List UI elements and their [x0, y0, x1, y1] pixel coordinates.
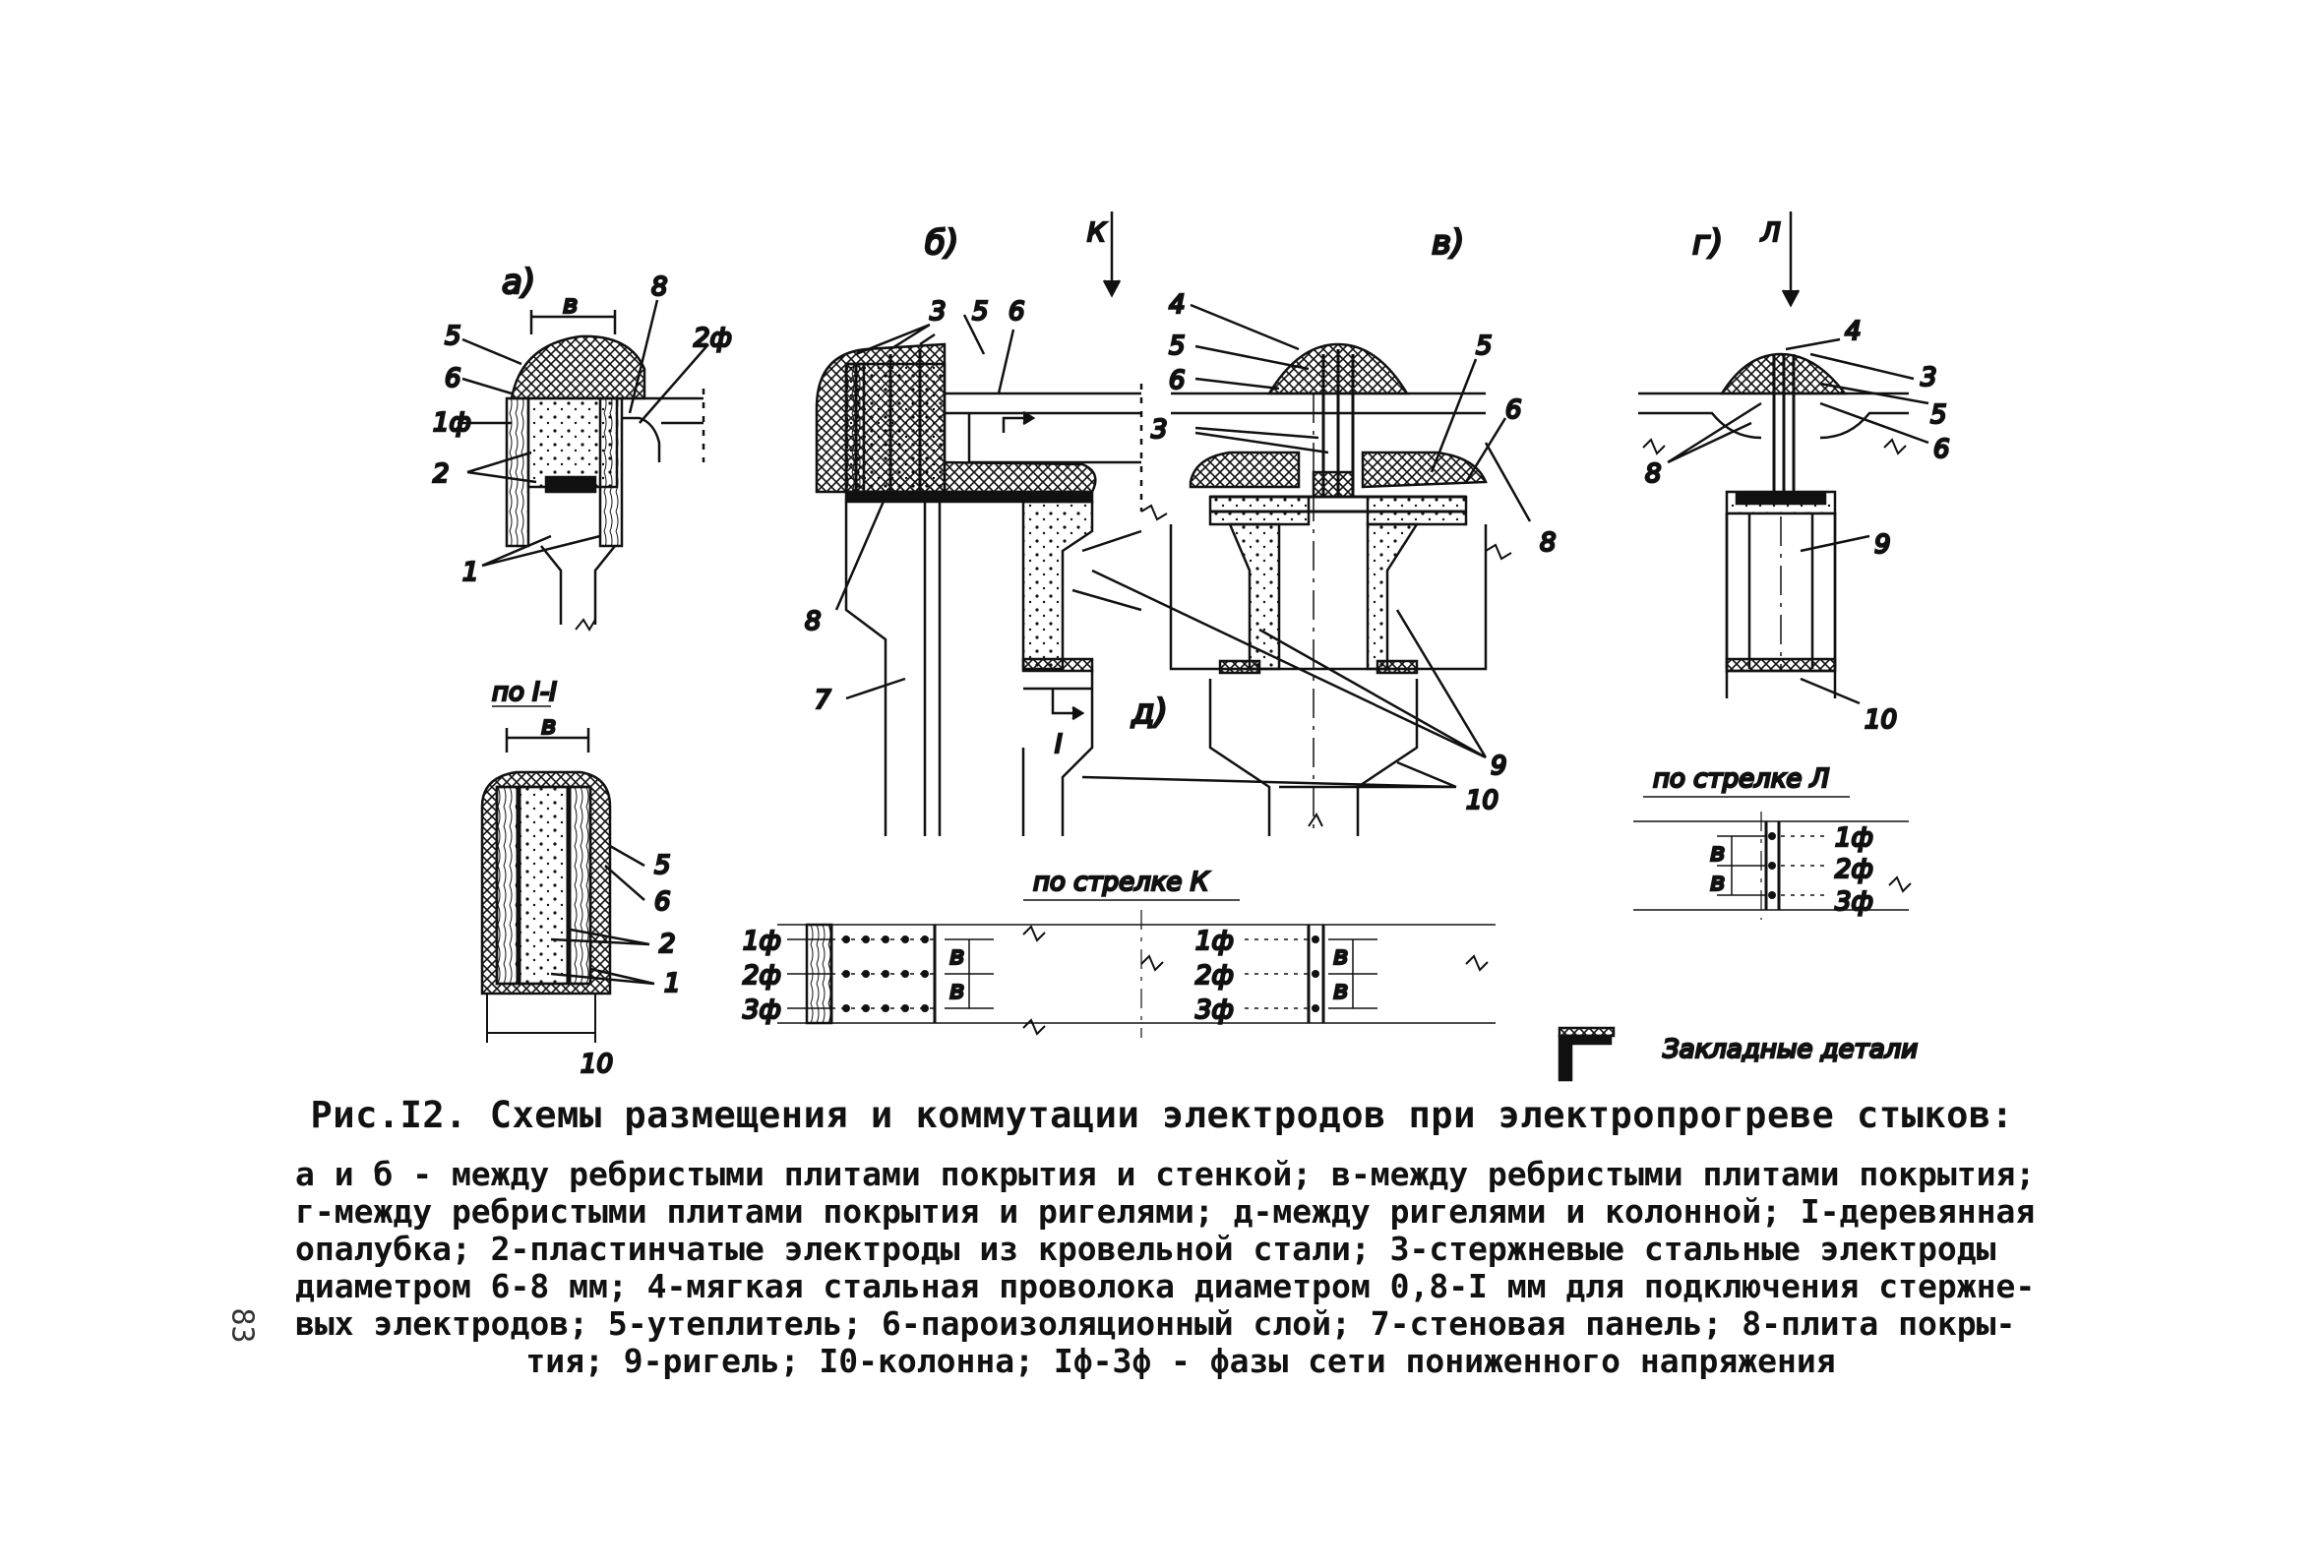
- section-title-arrow-L: по стрелке Л: [1653, 764, 1830, 794]
- callout-2-section: 2: [659, 930, 676, 959]
- callout-5-a: 5: [445, 322, 461, 351]
- embedded-part-symbol-icon: [1560, 1028, 1614, 1080]
- callout-10-g: 10: [1865, 705, 1898, 735]
- caption-line-4: диаметром 6-8 мм; 4-мягкая стальная проволока диаметром 0,8-I мм для подключения стержне-: [295, 1267, 2036, 1305]
- arrow-K-label: К: [1087, 218, 1106, 248]
- page-number: 83: [224, 1307, 260, 1344]
- view-arrow-L: [1633, 764, 1911, 920]
- callout-6-v-right: 6: [1505, 395, 1522, 425]
- dim-b-L-1: в: [1710, 838, 1726, 868]
- legend: [1560, 1028, 1918, 1080]
- callout-6-v: 6: [1169, 366, 1186, 395]
- panel-v-label: в): [1432, 223, 1465, 263]
- callout-5-v-right: 5: [1476, 332, 1493, 361]
- callout-8-g: 8: [1645, 459, 1662, 489]
- callout-4-g: 4: [1845, 317, 1862, 346]
- callout-6-section: 6: [654, 887, 671, 917]
- dim-bb-K-left-2: в: [949, 976, 965, 1005]
- caption-line-1: а и б - между ребристыми плитами покрытия и стенкой; в-между ребристыми плитами покрытия;: [295, 1155, 2036, 1193]
- arrow-L-label: Л: [1761, 218, 1781, 248]
- callout-7-b: 7: [815, 686, 831, 715]
- callout-9-v: 9: [1491, 752, 1507, 781]
- dim-bb-K-left: в: [949, 941, 965, 971]
- view-arrow-K: [743, 868, 1496, 1038]
- callout-2-a: 2: [433, 459, 450, 489]
- callout-9-g: 9: [1874, 530, 1891, 560]
- callout-1-a: 1: [462, 558, 479, 587]
- dim-b-a: в: [563, 290, 579, 320]
- callout-5-v: 5: [1169, 332, 1186, 361]
- panel-a-label: а): [502, 263, 536, 302]
- section-title-I-I: по I-I: [492, 678, 557, 707]
- caption-line-5: вых электродов; 5-утеплитель; 6-пароизоляционный слой; 7-стеновая панель; 8-плита покры-: [295, 1304, 2016, 1343]
- phase-2f-L: 2ф: [1835, 855, 1873, 884]
- caption-line-2: г-между ребристыми плитами покрытия и ригелями; д-между ригелями и колонной; I-деревянная: [295, 1192, 2036, 1231]
- callout-4-v: 4: [1169, 290, 1186, 320]
- dim-b-section: в: [541, 711, 557, 741]
- panel-v-joint: [1082, 223, 1557, 836]
- figure-caption-title: Рис.I2. Схемы размещения и коммутации электродов при электропрогреве стыков:: [310, 1094, 2014, 1136]
- callout-5-g: 5: [1930, 400, 1947, 430]
- callout-5-section: 5: [654, 851, 671, 880]
- callout-8-v: 8: [1540, 528, 1557, 558]
- caption-line-3: опалубка; 2-пластинчатые электроды из кровельной стали; 3-стержневые стальные электроды: [295, 1230, 1996, 1268]
- callout-6-b: 6: [1009, 297, 1025, 327]
- panel-g-label: г): [1692, 223, 1724, 263]
- phase-2f-K-right: 2ф: [1195, 961, 1234, 991]
- section-I-marker: I: [1055, 730, 1063, 759]
- callout-5-b: 5: [972, 297, 989, 327]
- section-I-I: [482, 678, 681, 1079]
- callout-10-section: 10: [581, 1050, 614, 1079]
- panel-g-joint: [1638, 211, 1950, 735]
- callout-1-section: 1: [664, 969, 681, 998]
- callout-8-b: 8: [805, 607, 822, 636]
- callout-6-g: 6: [1933, 435, 1950, 464]
- callout-3-b: 3: [930, 297, 947, 327]
- legend-text: Закладные детали: [1663, 1035, 1919, 1064]
- figure-caption-body: [295, 1156, 2066, 1380]
- callout-10-v: 10: [1466, 786, 1499, 815]
- panel-d-label: д): [1131, 693, 1168, 732]
- phase-3f-K-left: 3ф: [743, 995, 781, 1025]
- phase-2f-K-left: 2ф: [743, 961, 781, 991]
- callout-3-g: 3: [1921, 363, 1937, 392]
- phase-1f-K-right: 1ф: [1195, 927, 1234, 956]
- panel-b-label: б): [925, 223, 959, 263]
- panel-a-joint: [433, 263, 732, 630]
- section-title-arrow-K: по стрелке К: [1033, 868, 1209, 897]
- callout-8-a: 8: [651, 272, 668, 302]
- caption-line-6: тия; 9-ригель; I0-колонна; Iф-3ф - фазы сети пониженного напряжения: [525, 1342, 1836, 1380]
- phase-1f-L: 1ф: [1835, 823, 1873, 853]
- dim-bb-K-right-2: в: [1333, 976, 1349, 1005]
- callout-6-a: 6: [445, 364, 461, 393]
- phase-1f-K-left: 1ф: [743, 927, 781, 956]
- callout-3-v: 3: [1151, 415, 1168, 445]
- phase-3f-L: 3ф: [1835, 887, 1873, 917]
- panel-b-joint: [689, 211, 1141, 836]
- phase-3f-K-right: 3ф: [1195, 995, 1234, 1025]
- callout-1f-a: 1ф: [433, 408, 471, 438]
- callout-2f-a: 2ф: [694, 324, 732, 353]
- dim-bb-K-right: в: [1333, 941, 1349, 971]
- dim-b-L-2: в: [1710, 868, 1726, 897]
